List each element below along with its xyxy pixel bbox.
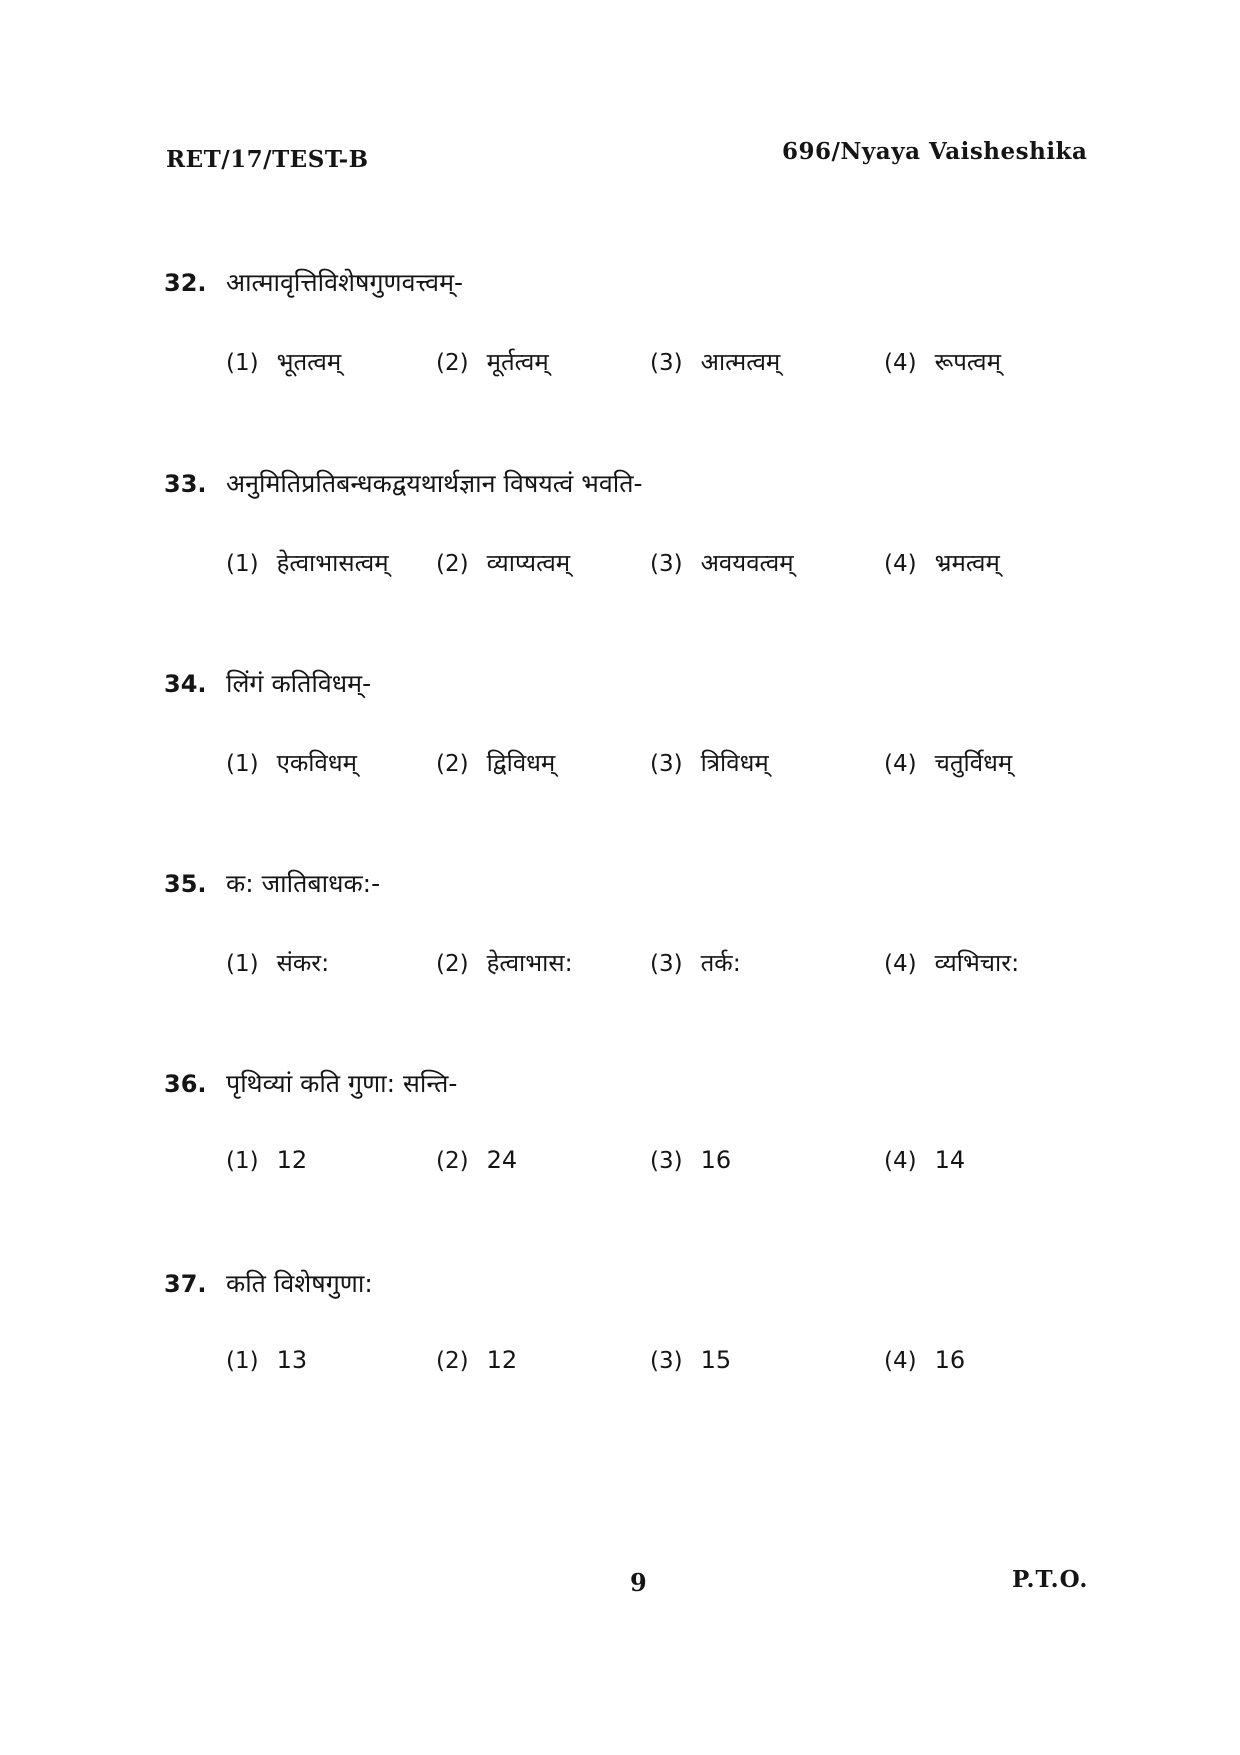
question-number: 37. (164, 1270, 207, 1298)
option-number: (4) (884, 1148, 917, 1174)
option-number: (2) (436, 1348, 469, 1374)
option-list (226, 546, 1106, 590)
option-number: (4) (884, 751, 917, 777)
question-37 (164, 1266, 1104, 1374)
option-text: 24 (486, 1146, 518, 1174)
question-number: 34. (164, 670, 207, 698)
question-36 (164, 1066, 1104, 1174)
option-text: 13 (276, 1346, 308, 1374)
option-number: (1) (226, 551, 259, 577)
option-2 (436, 1346, 517, 1374)
option-text: 15 (700, 1346, 732, 1374)
option-number: (4) (884, 1348, 917, 1374)
question-text: क: जातिबाधक:- (226, 869, 381, 898)
option-number: (2) (436, 350, 469, 376)
option-text: 14 (934, 1146, 966, 1174)
option-3 (650, 546, 794, 579)
question-text: पृथिव्यां कति गुणा: सन्ति- (226, 1069, 458, 1098)
option-4 (884, 946, 1019, 979)
option-number: (3) (650, 751, 683, 777)
option-text: 12 (486, 1346, 518, 1374)
option-4 (884, 546, 1000, 579)
question-text: आत्मावृत्तिविशेषगुणवत्त्वम्- (226, 268, 464, 297)
question-35 (164, 866, 1104, 977)
question-text: लिंगं कतिविधम्- (226, 669, 372, 698)
option-text: संकर: (276, 949, 330, 977)
paper-title: 696/Nyaya Vaisheshika (782, 138, 1088, 165)
option-text: आत्मत्वम् (700, 348, 781, 376)
option-number: (2) (436, 951, 469, 977)
option-list (226, 345, 1106, 389)
question-number: 36. (164, 1070, 207, 1098)
option-text: त्रिविधम् (700, 749, 769, 777)
option-text: हेत्वाभासत्वम् (276, 549, 389, 577)
option-text: द्विविधम् (486, 749, 556, 777)
option-text: हेत्वाभास: (486, 949, 573, 977)
option-4 (884, 746, 1012, 779)
option-3 (650, 1346, 731, 1374)
option-number: (2) (436, 751, 469, 777)
option-text: भ्रमत्वम् (934, 549, 1000, 577)
pto-label: P.T.O. (1012, 1566, 1089, 1593)
option-list (226, 946, 1106, 990)
option-number: (3) (650, 551, 683, 577)
option-number: (3) (650, 1148, 683, 1174)
option-3 (650, 946, 741, 979)
option-text: मूर्तत्वम् (486, 348, 549, 376)
option-text: 16 (700, 1146, 732, 1174)
option-number: (4) (884, 551, 917, 577)
option-number: (1) (226, 350, 259, 376)
question-32 (164, 265, 1104, 376)
option-4 (884, 345, 1001, 378)
question-number: 33. (164, 470, 207, 498)
option-2 (436, 746, 555, 779)
option-text: व्याप्यत्वम् (486, 549, 571, 577)
option-list (226, 746, 1106, 790)
option-text: अवयवत्वम् (700, 549, 794, 577)
page-number: 9 (630, 1568, 647, 1597)
option-2 (436, 546, 570, 579)
option-4 (884, 1346, 965, 1374)
option-number: (2) (436, 1148, 469, 1174)
option-1 (226, 946, 329, 979)
option-text: भूतत्वम् (276, 348, 342, 376)
option-number: (3) (650, 951, 683, 977)
option-3 (650, 345, 780, 378)
option-list (226, 1346, 1106, 1390)
option-number: (3) (650, 350, 683, 376)
option-number: (1) (226, 1148, 259, 1174)
option-1 (226, 345, 341, 378)
option-1 (226, 746, 357, 779)
option-number: (2) (436, 551, 469, 577)
question-33 (164, 466, 1104, 577)
option-text: एकविधम् (276, 749, 357, 777)
option-text: रूपत्वम् (934, 348, 1001, 376)
option-2 (436, 946, 573, 979)
option-1 (226, 1346, 307, 1374)
question-number: 35. (164, 870, 207, 898)
option-number: (3) (650, 1348, 683, 1374)
option-text: 12 (276, 1146, 308, 1174)
option-text: तर्क: (700, 949, 741, 977)
option-text: 16 (934, 1346, 966, 1374)
option-4 (884, 1146, 965, 1174)
option-text: व्यभिचार: (934, 949, 1020, 977)
question-text: कति विशेषगुणा: (226, 1269, 373, 1298)
option-3 (650, 1146, 731, 1174)
question-text: अनुमितिप्रतिबन्धकद्वयथार्थज्ञान विषयत्वं भवति- (226, 469, 643, 498)
exam-code: RET/17/TEST-B (166, 146, 369, 173)
option-number: (1) (226, 751, 259, 777)
option-number: (1) (226, 1348, 259, 1374)
option-2 (436, 1146, 517, 1174)
option-text: चतुर्विधम् (934, 749, 1013, 777)
question-number: 32. (164, 269, 207, 297)
option-1 (226, 1146, 307, 1174)
option-list (226, 1146, 1106, 1190)
option-number: (4) (884, 350, 917, 376)
option-number: (1) (226, 951, 259, 977)
question-34 (164, 666, 1104, 777)
option-2 (436, 345, 549, 378)
option-3 (650, 746, 769, 779)
option-number: (4) (884, 951, 917, 977)
option-1 (226, 546, 389, 579)
